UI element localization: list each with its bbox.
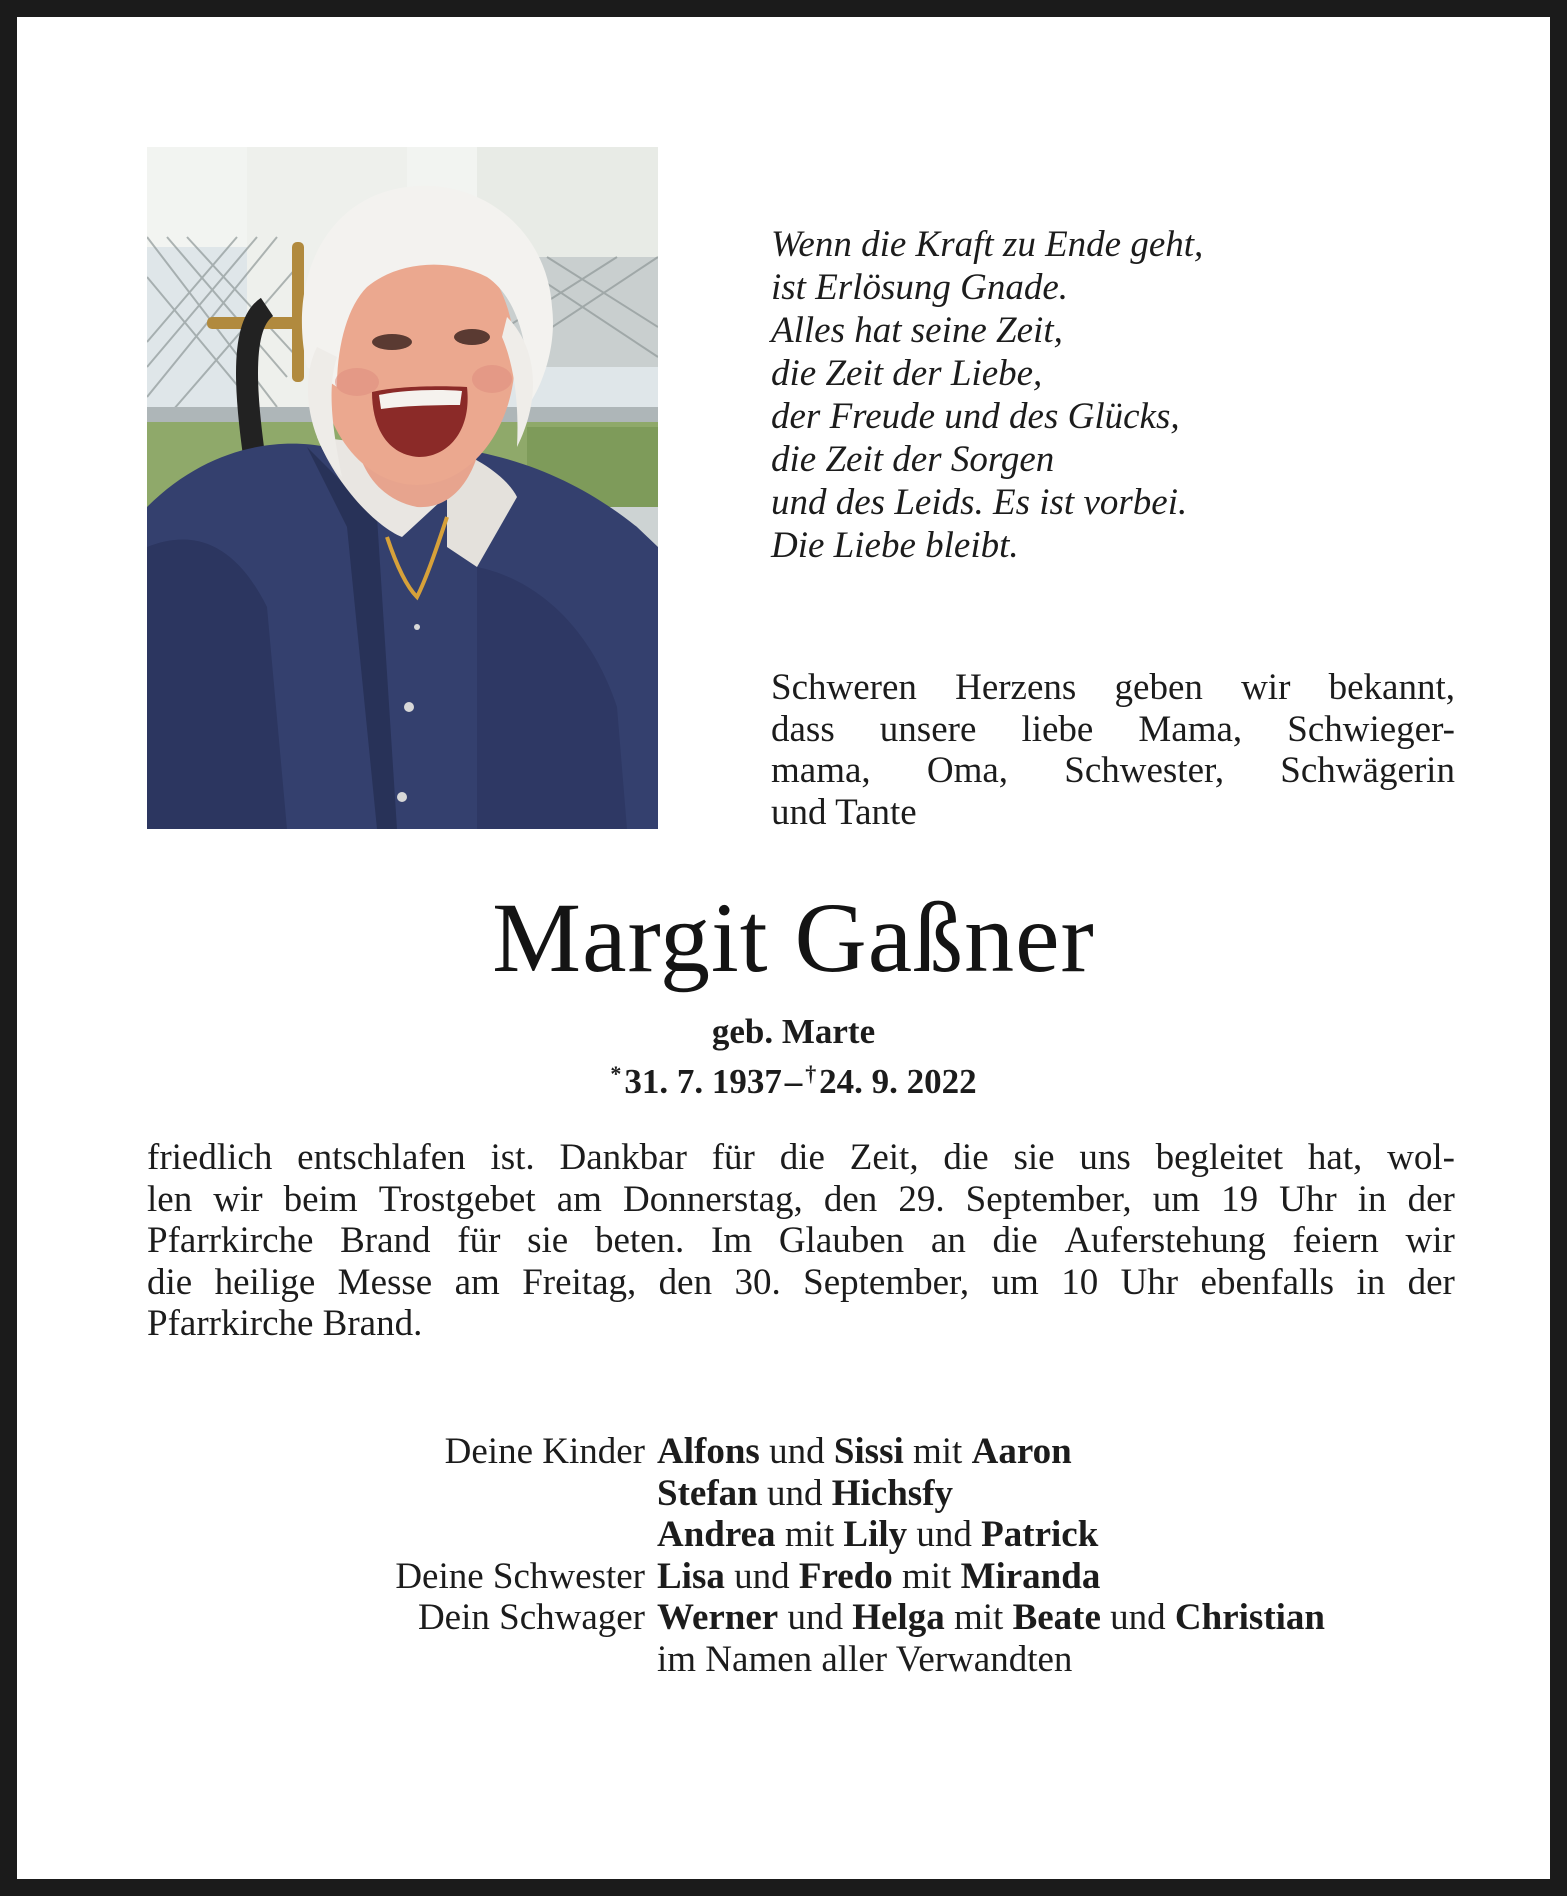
connector: und	[778, 1597, 853, 1638]
portrait-photo	[147, 147, 658, 829]
intro-word: Schwester,	[1064, 750, 1225, 791]
intro-word: Mama,	[1138, 708, 1243, 750]
death-date: 24. 9. 2022	[819, 1062, 977, 1101]
connector: mit	[775, 1514, 844, 1555]
intro-word: geben	[1114, 667, 1203, 708]
poem-line: der Freude und des Glücks,	[771, 396, 1180, 437]
connector: mit	[903, 1431, 972, 1472]
body-word: 10	[1061, 1261, 1099, 1303]
body-word: der	[1407, 1261, 1455, 1303]
poem-line: die Zeit der Sorgen	[771, 439, 1055, 480]
body-word: die	[992, 1220, 1038, 1261]
intro-word: Oma,	[926, 750, 1009, 791]
body-word: beim	[283, 1178, 358, 1220]
connector: und	[757, 1472, 832, 1514]
body-word: len	[147, 1178, 193, 1220]
body-word: die	[147, 1261, 193, 1303]
mourner-name: Hichsfy	[831, 1472, 954, 1514]
mourner-name: Lisa	[657, 1555, 725, 1597]
mourner-name: Stefan	[657, 1472, 758, 1514]
body-word: Trostgebet	[378, 1178, 536, 1220]
body-word: um	[991, 1261, 1039, 1303]
intro-word: dass	[771, 708, 835, 750]
body-word: ebenfalls	[1200, 1261, 1335, 1303]
body-word: sie	[527, 1220, 569, 1261]
intro-word: bekannt,	[1328, 667, 1455, 708]
mourner-names	[657, 1473, 953, 1515]
body-word: uns	[1079, 1137, 1131, 1178]
body-word: 30.	[734, 1261, 781, 1303]
body-word: der	[1407, 1178, 1455, 1220]
poem-line: und des Leids. Es ist vorbei.	[771, 482, 1188, 523]
relation-label: Deine Kinder	[444, 1431, 645, 1472]
intro-word: Schweren	[771, 667, 917, 708]
body-word: den	[658, 1261, 713, 1303]
body-word: Pfarrkirche	[147, 1220, 314, 1261]
death-symbol: †	[805, 1061, 817, 1086]
body-word: Brand	[340, 1220, 431, 1261]
intro-line	[771, 750, 1455, 792]
mourner-names	[657, 1431, 1072, 1473]
relation-label: Deine Schwester	[395, 1555, 645, 1597]
relation-label	[147, 1514, 657, 1556]
mourners-row	[147, 1431, 1455, 1473]
mourner-name: Beate	[1012, 1597, 1101, 1638]
mourners-list	[147, 1431, 1455, 1680]
announcement-intro	[771, 667, 1455, 833]
mourner-names	[657, 1556, 1100, 1598]
body-word: friedlich	[147, 1137, 273, 1178]
body-word: heilige	[214, 1261, 316, 1303]
mourner-name: Christian	[1174, 1597, 1325, 1638]
body-word: die	[779, 1137, 825, 1178]
body-word: 19	[1221, 1178, 1259, 1220]
body-word: feiern	[1292, 1220, 1379, 1261]
life-dates	[17, 1053, 1550, 1103]
mourners-row	[147, 1514, 1455, 1556]
mourner-name: Alfons	[657, 1431, 760, 1472]
mourner-names	[657, 1514, 1098, 1556]
intro-word: mama,	[771, 750, 871, 791]
body-word: den	[823, 1178, 878, 1220]
body-word: um	[1152, 1178, 1201, 1220]
connector: und	[907, 1514, 982, 1555]
body-word: entschlafen	[297, 1137, 466, 1178]
connector: und	[724, 1555, 799, 1597]
body-word: begleitet	[1155, 1137, 1284, 1178]
mourner-name: Miranda	[960, 1555, 1101, 1597]
relation-label	[147, 1473, 657, 1515]
intro-word: unsere	[879, 708, 977, 750]
body-word: Messe	[337, 1261, 433, 1303]
body-word: wol-	[1387, 1137, 1455, 1178]
mourners-row	[147, 1473, 1455, 1515]
body-line	[147, 1220, 1455, 1262]
body-word: Auferstehung	[1064, 1220, 1266, 1261]
mourner-name: Aaron	[971, 1431, 1072, 1472]
birth-date: 31. 7. 1937	[624, 1062, 782, 1101]
body-word: die	[943, 1137, 989, 1178]
body-line	[147, 1262, 1455, 1304]
body-word: 29.	[898, 1178, 945, 1220]
body-word: in	[1356, 1261, 1386, 1303]
mourner-name: Fredo	[798, 1555, 893, 1597]
mourner-name: Helga	[852, 1597, 945, 1638]
connector: und	[1100, 1597, 1175, 1638]
body-word: für	[457, 1220, 501, 1261]
intro-line: und Tante	[771, 791, 917, 833]
body-word: am	[454, 1261, 500, 1303]
intro-line	[771, 709, 1455, 751]
intro-word: liebe	[1021, 708, 1094, 750]
body-word: für	[711, 1137, 755, 1178]
body-word: Donnerstag,	[622, 1178, 803, 1220]
body-word: an	[930, 1220, 966, 1261]
portrait-illustration	[147, 147, 658, 829]
body-word: sie	[1013, 1137, 1055, 1178]
mourners-row	[147, 1556, 1455, 1598]
intro-word: Schwägerin	[1280, 750, 1455, 791]
body-word: Freitag,	[522, 1261, 637, 1303]
body-line	[147, 1179, 1455, 1221]
intro-line	[771, 667, 1455, 709]
body-word: Uhr	[1279, 1178, 1337, 1220]
mourner-name: Andrea	[657, 1514, 776, 1555]
connector: mit	[944, 1597, 1013, 1638]
body-word: Glauben	[778, 1220, 905, 1261]
body-line	[147, 1137, 1455, 1179]
intro-word: wir	[1241, 667, 1291, 708]
body-word: September,	[803, 1261, 970, 1303]
mourner-names	[657, 1597, 1325, 1639]
body-word: am	[556, 1178, 602, 1220]
body-word: Zeit,	[849, 1137, 919, 1178]
poem-line: Die Liebe bleibt.	[771, 525, 1019, 566]
date-separator: –	[784, 1062, 803, 1101]
deceased-name: Margit Gaßner	[492, 882, 1095, 993]
mourners-row	[147, 1639, 1455, 1681]
mourner-name: Patrick	[981, 1514, 1099, 1555]
relation-label	[147, 1639, 657, 1681]
poem	[771, 223, 1491, 567]
body-word: wir	[213, 1178, 263, 1220]
mourner-name: Sissi	[833, 1431, 904, 1472]
birth-symbol: *	[610, 1061, 622, 1086]
connector: und	[759, 1431, 834, 1472]
announcement-body	[147, 1137, 1455, 1345]
mourner-name: Lily	[843, 1514, 908, 1555]
body-line: Pfarrkirche Brand.	[147, 1303, 423, 1344]
body-word: Im	[711, 1220, 753, 1261]
body-word: ist.	[490, 1137, 535, 1178]
birth-name: geb. Marte	[711, 1012, 876, 1051]
connector: mit	[892, 1555, 961, 1597]
poem-line: ist Erlösung Gnade.	[771, 267, 1069, 308]
relation-label: Dein Schwager	[417, 1597, 645, 1638]
mourner-name: Werner	[657, 1597, 779, 1638]
body-word: wir	[1405, 1220, 1455, 1261]
intro-word: Herzens	[955, 667, 1077, 708]
body-word: in	[1357, 1178, 1387, 1220]
intro-word: Schwieger-	[1287, 708, 1455, 750]
body-word: September,	[965, 1178, 1132, 1220]
body-word: hat,	[1307, 1137, 1363, 1178]
body-word: Uhr	[1120, 1261, 1179, 1303]
poem-line: Wenn die Kraft zu Ende geht,	[771, 224, 1204, 265]
body-word: beten.	[594, 1220, 685, 1261]
closing-line: im Namen aller Verwandten	[657, 1638, 1073, 1680]
poem-line: Alles hat seine Zeit,	[771, 310, 1063, 351]
mourners-row	[147, 1597, 1455, 1639]
body-word: Dankbar	[559, 1137, 687, 1178]
poem-line: die Zeit der Liebe,	[771, 353, 1043, 394]
